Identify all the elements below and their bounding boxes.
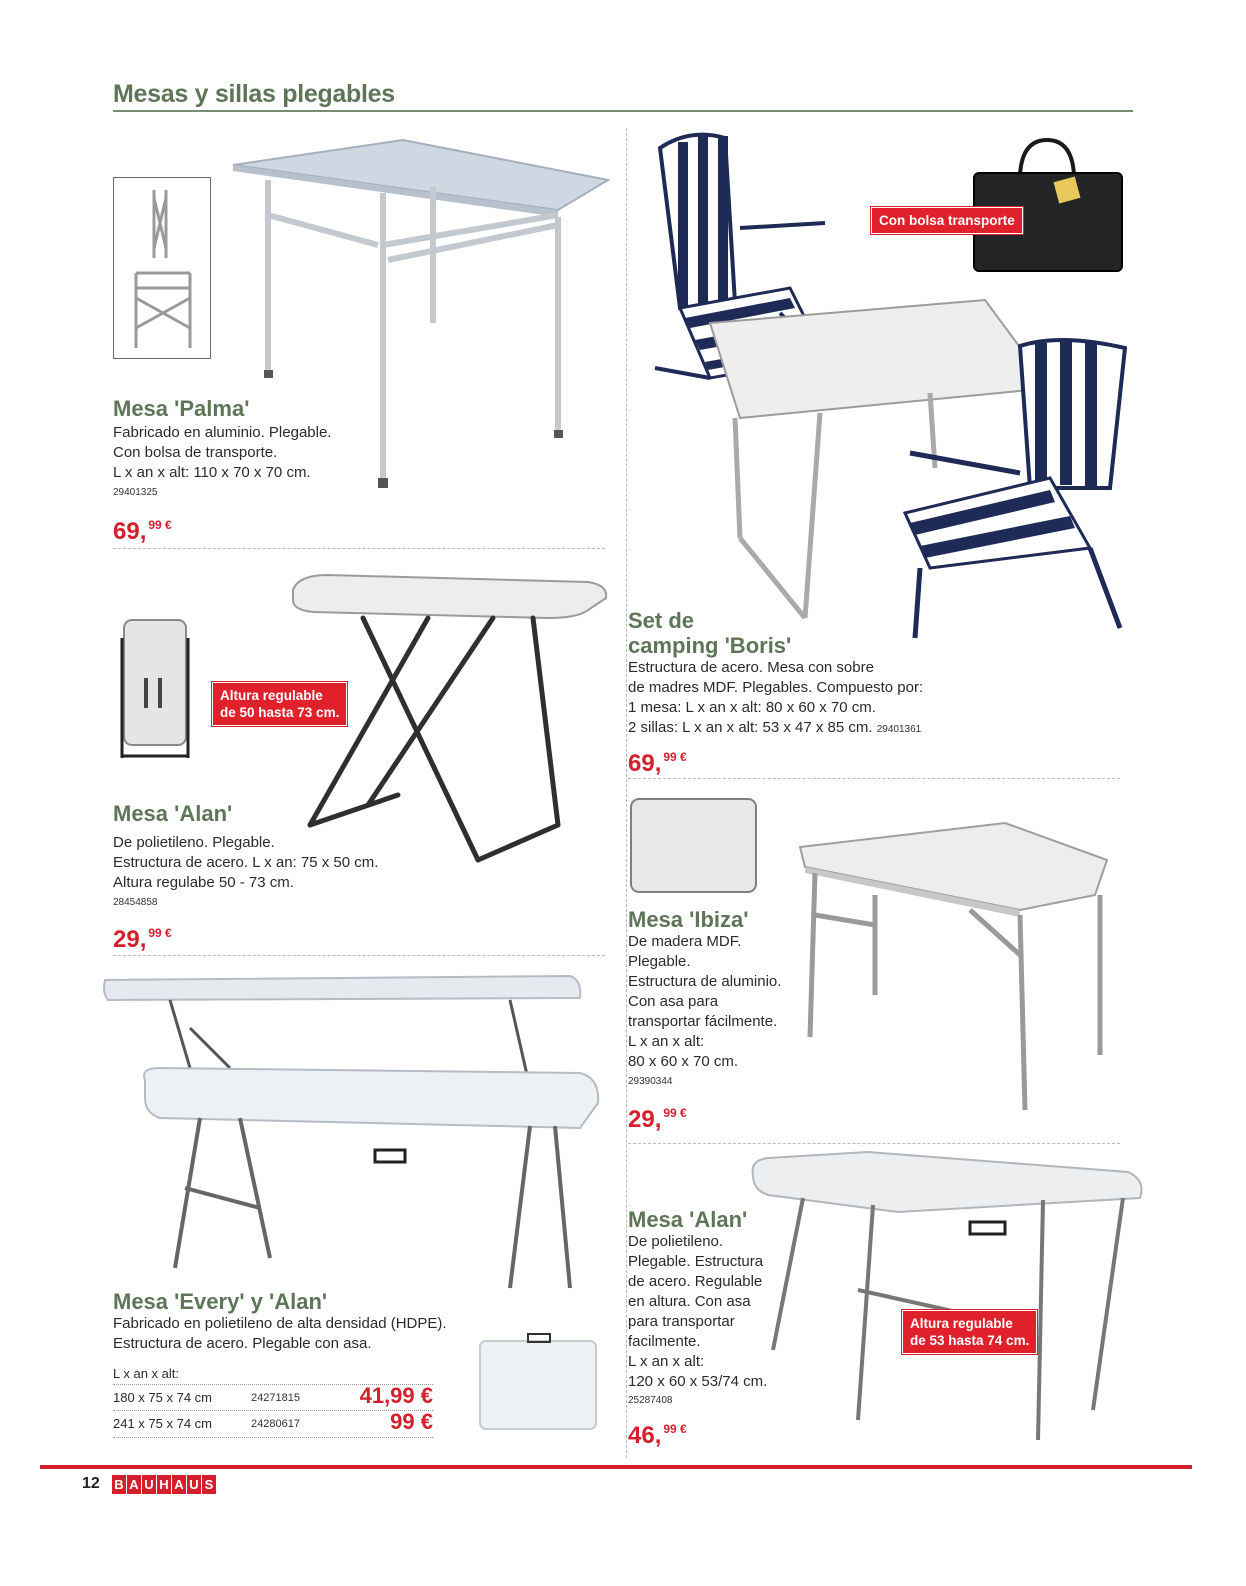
desc-line: en altura. Con asa — [628, 1293, 751, 1310]
page-number: 12 — [82, 1475, 100, 1492]
desc-line: Con bolsa de transporte. — [113, 444, 278, 461]
alan-rectangular-table-image — [748, 1150, 1148, 1450]
price-ibiza — [628, 1100, 687, 1133]
every-tables-image — [100, 968, 605, 1308]
section-divider — [628, 778, 1120, 779]
desc-line: Estructura de aluminio. — [628, 973, 782, 990]
spec-ref: 24280617 — [251, 1418, 300, 1430]
price-alan — [113, 920, 172, 953]
desc-line: Altura regulabe 50 - 73 cm. — [113, 874, 294, 891]
carry-bag-image — [972, 135, 1124, 275]
spec-size: 241 x 75 x 74 cm — [113, 1416, 212, 1431]
logo-letter: U — [187, 1475, 201, 1494]
price-decimals: 99 € — [148, 926, 172, 940]
logo-letter: B — [112, 1475, 126, 1494]
desc-line: De polietileno. Plegable. — [113, 834, 275, 851]
section-divider — [113, 548, 605, 549]
badge-line: Altura regulable — [220, 688, 323, 703]
desc-line: Plegable. — [628, 953, 691, 970]
desc-line: Plegable. Estructura — [628, 1253, 764, 1270]
name-line: camping 'Boris' — [628, 633, 792, 658]
desc-line: transportar fácilmente. — [628, 1013, 778, 1030]
product-desc-palma — [113, 423, 331, 483]
section-divider — [113, 955, 605, 956]
product-name-alan: Mesa 'Alan' — [113, 801, 233, 826]
desc-line: Estructura de acero. Plegable con asa. — [113, 1335, 372, 1352]
desc-line: para transportar — [628, 1313, 735, 1330]
desc-line: de madres MDF. Plegables. Compuesto por: — [628, 679, 924, 696]
every-folded-image — [478, 1333, 600, 1433]
ibiza-folded-image — [630, 798, 757, 893]
product-name-palma: Mesa 'Palma' — [113, 396, 250, 421]
badge-line: Altura regulable — [910, 1316, 1013, 1331]
desc-line: Fabricado en aluminio. Plegable. — [113, 424, 332, 441]
badge-carry-bag: Con bolsa transporte — [871, 207, 1023, 234]
section-divider — [628, 1143, 1120, 1144]
product-ref-palma: 29401325 — [113, 487, 158, 498]
spec-row-180 — [113, 1384, 433, 1412]
logo-letter: U — [142, 1475, 156, 1494]
alan-folded-image — [118, 618, 193, 763]
price-integer: 46, — [628, 1422, 662, 1449]
price-integer: 69, — [113, 518, 147, 545]
bauhaus-logo — [112, 1475, 216, 1494]
badge-height-adjustable — [902, 1310, 1037, 1354]
ibiza-table-image — [795, 805, 1125, 1115]
spec-header: L x an x alt: — [113, 1366, 179, 1381]
desc-line: 80 x 60 x 70 cm. — [628, 1053, 739, 1070]
page-title: Mesas y sillas plegables — [113, 80, 395, 108]
spec-divider — [113, 1437, 433, 1438]
price-integer: 29, — [628, 1106, 662, 1133]
price-decimals: 99 € — [663, 750, 687, 764]
palma-folded-thumbnail — [113, 177, 211, 359]
desc-line: Estructura de acero. Mesa con sobre — [628, 659, 874, 676]
logo-letter: S — [202, 1475, 216, 1494]
desc-line: Con asa para — [628, 993, 719, 1010]
product-name-alan-2: Mesa 'Alan' — [628, 1207, 748, 1232]
product-desc-alan-2 — [628, 1232, 767, 1392]
column-divider — [626, 128, 627, 1458]
desc-line: Fabricado en polietileno de alta densidad (HDPE). — [113, 1315, 447, 1332]
product-ref-boris: 29401361 — [876, 724, 922, 735]
product-ref-alan: 28454858 — [113, 897, 158, 908]
product-desc-boris — [628, 658, 923, 740]
footer-bar — [40, 1465, 1192, 1469]
desc-line: L x an x alt: — [628, 1353, 705, 1370]
product-desc-alan — [113, 833, 378, 893]
spec-price: 41,99 € — [359, 1383, 433, 1408]
spec-size: 180 x 75 x 74 cm — [113, 1390, 212, 1405]
price-boris — [628, 744, 687, 777]
desc-line: facilmente. — [628, 1333, 701, 1350]
desc-line: 2 sillas: L x an x alt: 53 x 47 x 85 cm. — [628, 719, 873, 736]
product-desc-every — [113, 1314, 447, 1354]
desc-line: L x an x alt: 110 x 70 x 70 cm. — [113, 464, 311, 481]
spec-ref: 24271815 — [251, 1392, 300, 1404]
folded-frame-icon — [114, 178, 212, 360]
desc-line: de acero. Regulable — [628, 1273, 763, 1290]
product-name-boris — [628, 608, 791, 658]
logo-letter: A — [172, 1475, 186, 1494]
price-decimals: 99 € — [148, 518, 172, 532]
desc-line: De madera MDF. — [628, 933, 742, 950]
desc-line: 120 x 60 x 53/74 cm. — [628, 1373, 768, 1390]
desc-line: L x an x alt: — [628, 1033, 705, 1050]
spec-row-241 — [113, 1410, 433, 1438]
product-desc-ibiza — [628, 932, 781, 1072]
badge-line: de 53 hasta 74 cm. — [910, 1333, 1030, 1348]
price-integer: 69, — [628, 750, 662, 777]
product-ref-alan-2: 25287408 — [628, 1395, 673, 1406]
desc-line: De polietileno. — [628, 1233, 724, 1250]
badge-line: de 50 hasta 73 cm. — [220, 705, 340, 720]
title-rule — [113, 110, 1133, 112]
price-decimals: 99 € — [663, 1422, 687, 1436]
logo-letter: A — [127, 1475, 141, 1494]
product-name-ibiza: Mesa 'Ibiza' — [628, 907, 749, 932]
desc-line: 1 mesa: L x an x alt: 80 x 60 x 70 cm. — [628, 699, 876, 716]
desc-line: Estructura de acero. L x an: 75 x 50 cm. — [113, 854, 379, 871]
name-line: Set de — [628, 608, 695, 633]
product-name-every: Mesa 'Every' y 'Alan' — [113, 1289, 328, 1314]
product-ref-ibiza: 29390344 — [628, 1076, 673, 1087]
logo-letter: H — [157, 1475, 171, 1494]
spec-price: 99 € — [390, 1409, 433, 1434]
price-decimals: 99 € — [663, 1106, 687, 1120]
alan-adjustable-table-image — [288, 570, 613, 870]
price-palma — [113, 512, 172, 545]
price-alan-2 — [628, 1416, 687, 1449]
price-integer: 29, — [113, 926, 147, 953]
